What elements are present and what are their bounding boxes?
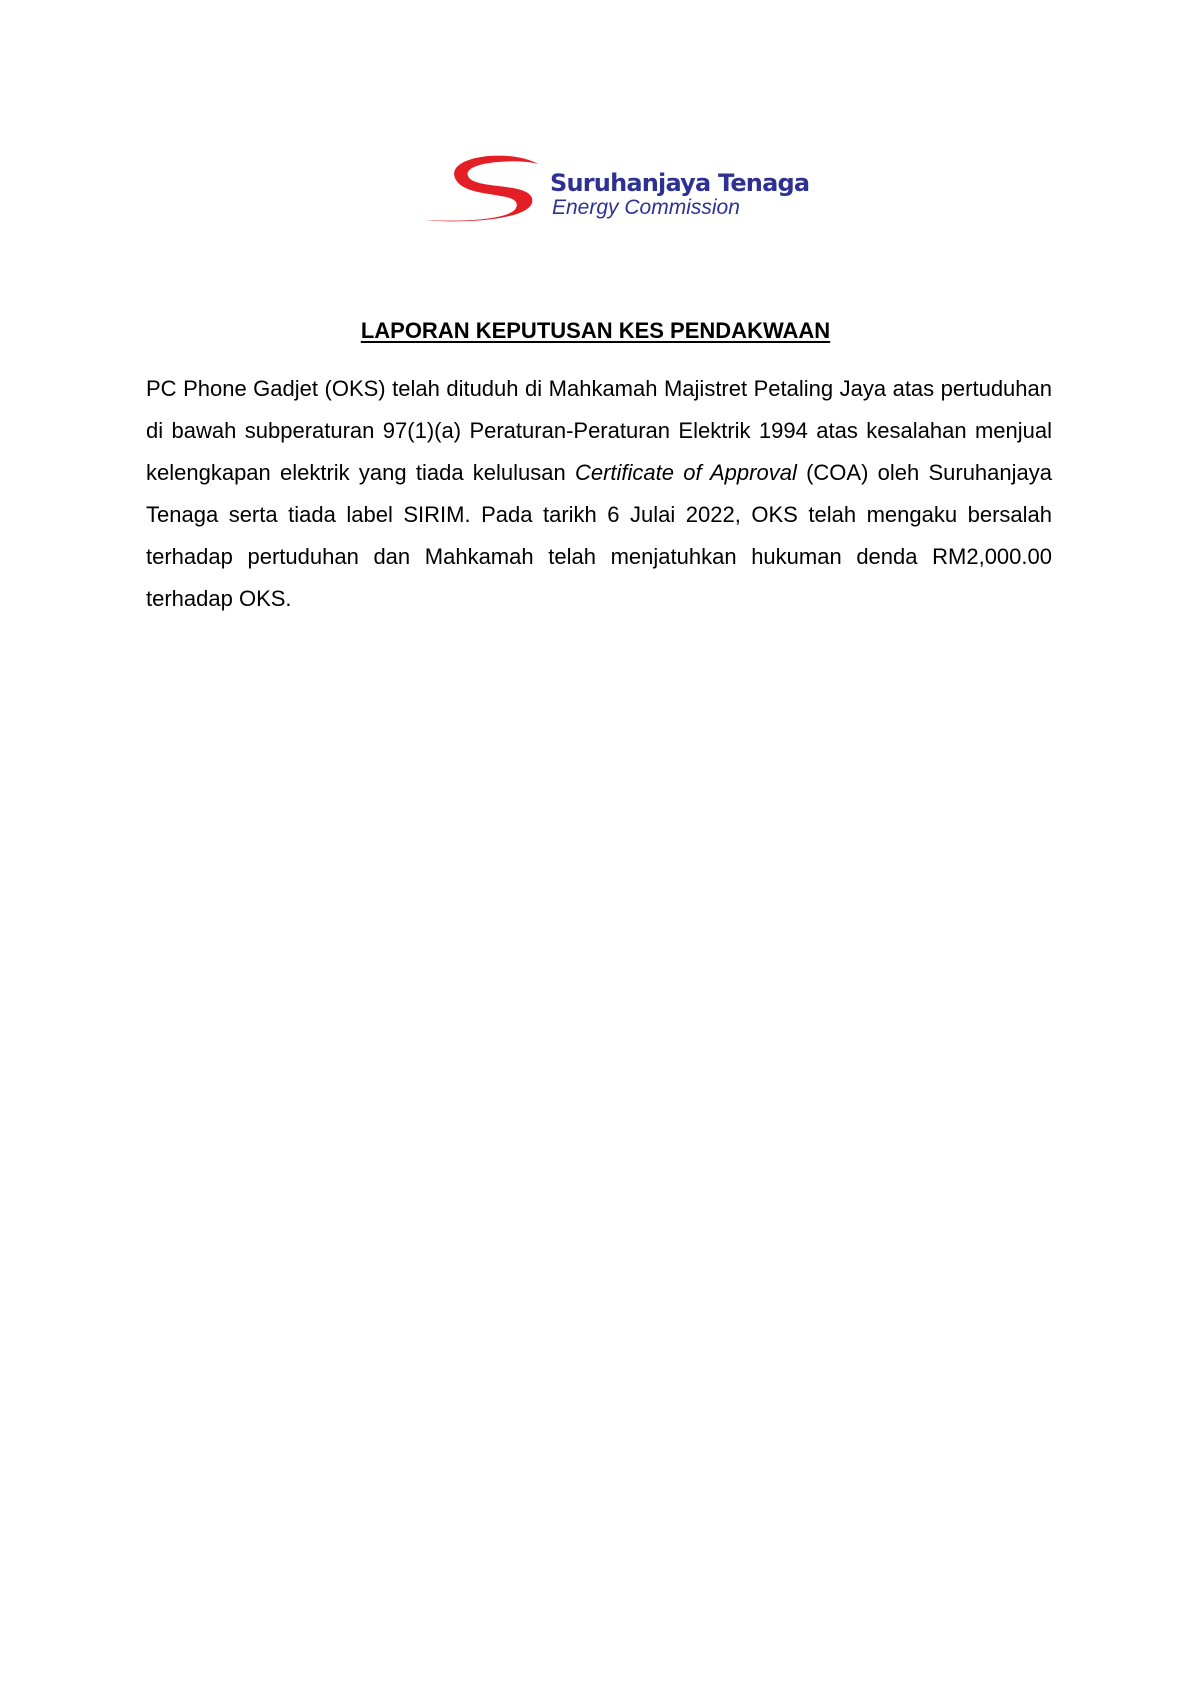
- logo-text: [550, 170, 809, 220]
- paragraph-text-part2: (COA) oleh Suruhanjaya Tenaga serta tiada label SIRIM. Pada tarikh 6 Julai 2022, OKS telah mengaku bersalah terhadap pertuduhan dan Mahkamah telah menjatuhkan hukuman denda RM2,000.00 terhadap OKS.: [146, 460, 1052, 611]
- swoosh-logo-icon: [420, 150, 550, 230]
- logo-name-malay: Suruhanjaya Tenaga: [550, 169, 810, 197]
- document-title: LAPORAN KEPUTUSAN KES PENDAKWAAN: [360, 318, 831, 343]
- paragraph-italic-term: Certificate of Approval: [574, 460, 797, 485]
- case-report-paragraph: [146, 368, 1052, 620]
- paragraph-text-part1: PC Phone Gadjet (OKS) telah dituduh di Mahkamah Majistret Petaling Jaya atas pertuduhan di bawah subperaturan 97(1)(a) Peraturan-Peraturan Elektrik 1994 atas kesalahan menjual kelengkapan elektrik yang tiada kelulusan: [146, 376, 1052, 485]
- energy-commission-logo: [420, 150, 810, 230]
- logo-name-english: Energy Commission: [552, 196, 740, 219]
